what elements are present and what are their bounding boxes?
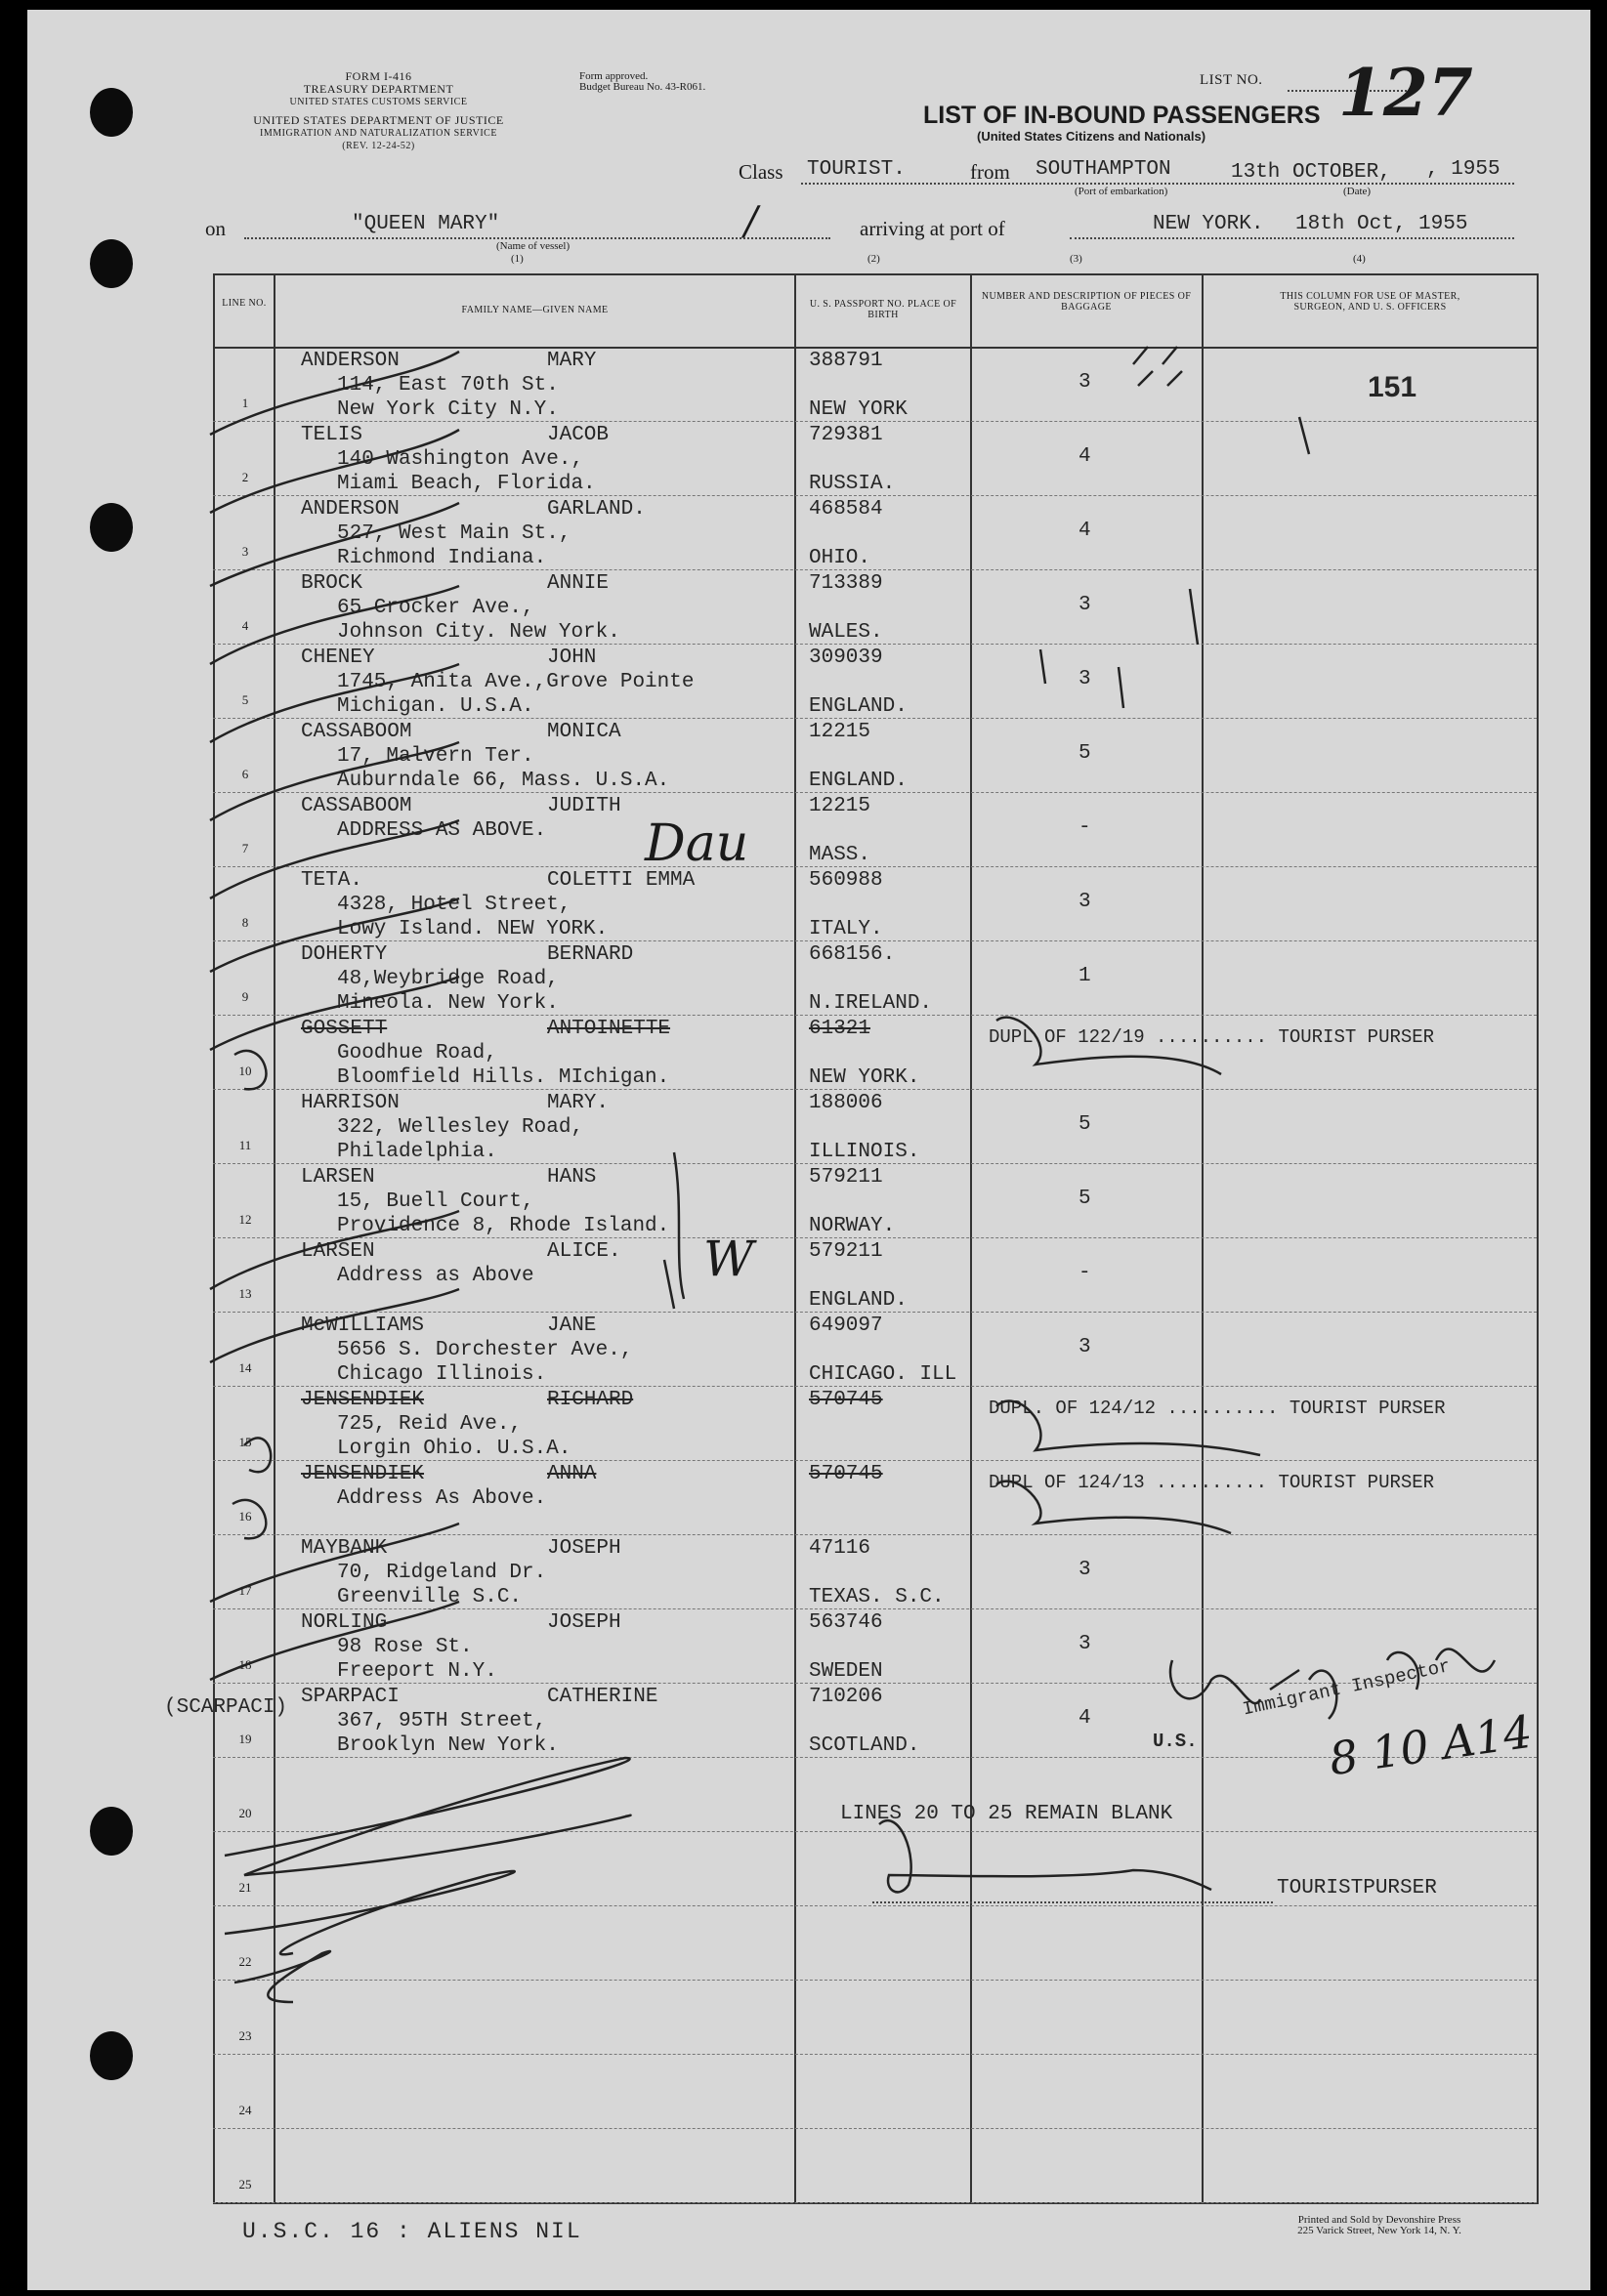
col-header-baggage: NUMBER AND DESCRIPTION OF PIECES OF BAGGAGE xyxy=(981,291,1192,313)
family-name: TELIS xyxy=(301,424,363,446)
address-line-1: Address as Above xyxy=(337,1265,534,1287)
address-line-1: ADDRESS AS ABOVE. xyxy=(337,819,547,842)
address-line-1: 15, Buell Court, xyxy=(337,1190,534,1213)
passport-number: 12215 xyxy=(809,795,871,817)
address-line-2: Chicago Illinois. xyxy=(337,1363,547,1386)
place-of-birth: RUSSIA. xyxy=(809,473,896,495)
family-name: NORLING xyxy=(301,1611,388,1634)
address-line-2: Brooklyn New York. xyxy=(337,1734,559,1757)
given-name: ALICE. xyxy=(547,1240,621,1263)
given-name: ANNIE xyxy=(547,572,610,595)
place-of-birth: N.IRELAND. xyxy=(809,992,933,1015)
inspector-title: Immigrant Inspector xyxy=(1241,1654,1453,1721)
baggage-count: 3 xyxy=(1078,891,1091,913)
address-line-1: 48,Weybridge Road, xyxy=(337,968,559,990)
address-line-1: 725, Reid Ave., xyxy=(337,1413,523,1436)
duplicate-note: DUPL OF 122/19 .......... TOURIST PURSER xyxy=(989,1026,1435,1048)
port-caption: (Port of embarkation) xyxy=(1075,186,1168,197)
passport-number: 468584 xyxy=(809,498,883,521)
given-name: JUDITH xyxy=(547,795,621,817)
line-number: 9 xyxy=(241,989,249,1004)
arrival-date: 18th Oct, 1955 xyxy=(1295,213,1468,235)
family-name: TETA. xyxy=(301,869,363,892)
baggage-count: 4 xyxy=(1078,520,1091,542)
address-line-2: Lorgin Ohio. U.S.A. xyxy=(337,1438,571,1460)
place-of-birth: ENGLAND. xyxy=(809,770,908,792)
address-line-1: 5656 S. Dorchester Ave., xyxy=(337,1339,633,1361)
address-line-2: Auburndale 66, Mass. U.S.A. xyxy=(337,770,670,792)
officer-number: 151 xyxy=(1368,371,1417,403)
address-line-1: 65 Crocker Ave., xyxy=(337,597,534,619)
line-number: 1 xyxy=(241,396,249,410)
budget-approval: Form approved. Budget Bureau No. 43-R061. xyxy=(579,70,706,93)
arrival-port: NEW YORK. xyxy=(1153,213,1264,235)
family-name: BROCK xyxy=(301,572,363,595)
passport-number: 668156. xyxy=(809,943,896,966)
line-number: 12 xyxy=(238,1212,252,1227)
passport-number: 570745 xyxy=(809,1389,883,1411)
place-of-birth: CHICAGO. ILL xyxy=(809,1363,957,1386)
place-of-birth: SWEDEN xyxy=(809,1660,883,1683)
col-caption-1: (1) xyxy=(511,253,524,265)
given-name: JOHN xyxy=(547,647,597,669)
passport-number: 47116 xyxy=(809,1537,871,1560)
address-line-1: 114, East 70th St. xyxy=(337,374,559,397)
duplicate-note: DUPL OF 124/13 .......... TOURIST PURSER xyxy=(989,1472,1435,1493)
printer-credit: Printed and Sold by Devonshire Press 225 Varick Street, New York 14, N. Y. xyxy=(1297,2214,1461,2236)
family-name: SPARPACI xyxy=(301,1686,400,1708)
place-of-birth: NEW YORK xyxy=(809,398,908,421)
from-label: from xyxy=(970,160,1010,184)
list-number-handwritten: 127 xyxy=(1338,55,1473,131)
place-of-birth: NEW YORK. xyxy=(809,1066,920,1089)
line-number: 13 xyxy=(238,1286,252,1301)
address-line-2: Mineola. New York. xyxy=(337,992,559,1015)
family-name: ANDERSON xyxy=(301,350,400,372)
line-number: 15 xyxy=(238,1435,252,1449)
baggage-count: 3 xyxy=(1078,1559,1091,1581)
departure-year: , 1955 xyxy=(1426,158,1501,181)
passport-number: 579211 xyxy=(809,1166,883,1189)
form-agency-block: FORM I-416 TREASURY DEPARTMENT UNITED STATES CUSTOMS SERVICE UNITED STATES DEPARTMENT OF JUSTICE IMMIGRATION AND NATURALIZATION SERVICE (REV. 12-24-52) xyxy=(253,69,504,151)
address-line-1: 17, Malvern Ter. xyxy=(337,745,534,768)
address-line-2: Johnson City. New York. xyxy=(337,621,620,644)
given-name: JACOB xyxy=(547,424,610,446)
baggage-count: - xyxy=(1078,1262,1091,1284)
vessel-caption: (Name of vessel) xyxy=(496,240,571,252)
place-of-birth: SCOTLAND. xyxy=(809,1734,920,1757)
handwritten-note-w: W xyxy=(703,1231,754,1287)
line-number: 22 xyxy=(238,1954,252,1969)
port-of-embarkation: SOUTHAMPTON xyxy=(1036,158,1171,181)
passport-number: 12215 xyxy=(809,721,871,743)
vessel-name: "QUEEN MARY" xyxy=(352,213,500,235)
address-line-1: 70, Ridgeland Dr. xyxy=(337,1562,547,1584)
place-of-birth: TEXAS. S.C. xyxy=(809,1586,945,1608)
line-number: 10 xyxy=(238,1064,252,1078)
address-line-2: Freeport N.Y. xyxy=(337,1660,497,1683)
line-number: 5 xyxy=(241,692,249,707)
family-name: MAYBANK xyxy=(301,1537,388,1560)
baggage-count: 3 xyxy=(1078,371,1091,394)
family-name: JENSENDIEK xyxy=(301,1463,425,1485)
family-name: HARRISON xyxy=(301,1092,400,1114)
baggage-count: 4 xyxy=(1078,445,1091,468)
baggage-count: 5 xyxy=(1078,742,1091,765)
given-name: JOSEPH xyxy=(547,1611,621,1634)
scarpaci-correction: (SCARPACI) xyxy=(164,1696,288,1719)
baggage-count: - xyxy=(1078,816,1091,839)
given-name: RICHARD xyxy=(547,1389,634,1411)
baggage-count: 3 xyxy=(1078,668,1091,690)
arriving-label: arriving at port of xyxy=(860,217,1005,240)
given-name: JANE xyxy=(547,1315,597,1337)
given-name: HANS xyxy=(547,1166,597,1189)
family-name: McWILLIAMS xyxy=(301,1315,425,1337)
lines-blank-note: LINES 20 TO 25 REMAIN BLANK xyxy=(840,1803,1173,1825)
class-value: TOURIST. xyxy=(807,158,906,181)
place-of-birth: MASS. xyxy=(809,844,871,866)
address-line-2: New York City N.Y. xyxy=(337,398,559,421)
passport-number: 309039 xyxy=(809,647,883,669)
passport-number: 710206 xyxy=(809,1686,883,1708)
departure-date: 13th OCTOBER, xyxy=(1231,161,1391,184)
col-header-passport: U. S. PASSPORT NO. PLACE OF BIRTH xyxy=(809,299,957,320)
duplicate-note: DUPL. OF 124/12 .......... TOURIST PURSER xyxy=(989,1398,1446,1419)
line-number: 16 xyxy=(238,1509,252,1524)
given-name: BERNARD xyxy=(547,943,634,966)
passport-number: 388791 xyxy=(809,350,883,372)
address-line-2: Michigan. U.S.A. xyxy=(337,695,534,718)
aliens-footer: U.S.C. 16 : ALIENS NIL xyxy=(242,2219,582,2244)
passport-number: 570745 xyxy=(809,1463,883,1485)
place-of-birth: ILLINOIS. xyxy=(809,1141,920,1163)
inspector-date-mark: 8 10 A14 xyxy=(1326,1704,1536,1786)
given-name: CATHERINE xyxy=(547,1686,658,1708)
col-caption-2: (2) xyxy=(867,253,880,265)
line-number: 25 xyxy=(238,2177,252,2192)
given-name: MARY xyxy=(547,350,597,372)
line-number: 19 xyxy=(238,1732,252,1746)
tick-mark: / xyxy=(744,199,758,244)
line-number: 23 xyxy=(238,2028,252,2043)
line-number: 11 xyxy=(238,1138,252,1152)
passport-number: 560988 xyxy=(809,869,883,892)
address-line-1: 322, Wellesley Road, xyxy=(337,1116,584,1139)
passport-number: 563746 xyxy=(809,1611,883,1634)
given-name: MARY. xyxy=(547,1092,610,1114)
address-line-1: 98 Rose St. xyxy=(337,1636,473,1658)
date-caption: (Date) xyxy=(1343,186,1372,197)
place-of-birth: NORWAY. xyxy=(809,1215,896,1237)
given-name: GARLAND. xyxy=(547,498,646,521)
family-name: DOHERTY xyxy=(301,943,388,966)
family-name: CHENEY xyxy=(301,647,375,669)
address-line-1: Address As Above. xyxy=(337,1487,547,1510)
address-line-2: Lowy Island. NEW YORK. xyxy=(337,918,609,940)
line-number: 3 xyxy=(241,544,249,559)
passport-number: 649097 xyxy=(809,1315,883,1337)
address-line-1: Goodhue Road, xyxy=(337,1042,497,1065)
line-number: 6 xyxy=(241,767,249,781)
given-name: MONICA xyxy=(547,721,621,743)
passport-number: 61321 xyxy=(809,1018,871,1040)
address-line-2: Philadelphia. xyxy=(337,1141,497,1163)
passport-number: 729381 xyxy=(809,424,883,446)
baggage-count: 1 xyxy=(1078,965,1091,987)
col-caption-3: (3) xyxy=(1070,253,1082,265)
baggage-count: 3 xyxy=(1078,594,1091,616)
family-name: CASSABOOM xyxy=(301,795,412,817)
address-line-2: Richmond Indiana. xyxy=(337,547,547,569)
address-line-1: 367, 95TH Street, xyxy=(337,1710,547,1732)
page-subtitle: (United States Citizens and Nationals) xyxy=(977,129,1206,144)
address-line-1: 527, West Main St., xyxy=(337,522,571,545)
given-name: COLETTI EMMA xyxy=(547,869,696,892)
baggage-count: 4 xyxy=(1078,1707,1091,1730)
place-of-birth: WALES. xyxy=(809,621,883,644)
on-label: on xyxy=(205,217,226,240)
page-title: LIST OF IN-BOUND PASSENGERS xyxy=(923,102,1321,129)
col-caption-4: (4) xyxy=(1353,253,1366,265)
line-number: 18 xyxy=(238,1657,252,1672)
line-number: 8 xyxy=(241,915,249,930)
line-number: 21 xyxy=(238,1880,252,1895)
family-name: CASSABOOM xyxy=(301,721,412,743)
passport-number: 188006 xyxy=(809,1092,883,1114)
address-line-2: Greenville S.C. xyxy=(337,1586,523,1608)
address-line-2: Miami Beach, Florida. xyxy=(337,473,596,495)
passport-number: 713389 xyxy=(809,572,883,595)
line-number: 7 xyxy=(241,841,249,856)
line-number: 20 xyxy=(238,1806,252,1820)
place-of-birth: ENGLAND. xyxy=(809,695,908,718)
line-number: 2 xyxy=(241,470,249,484)
family-name: JENSENDIEK xyxy=(301,1389,425,1411)
place-of-birth: OHIO. xyxy=(809,547,871,569)
us-label: U.S. xyxy=(1153,1731,1198,1752)
handwritten-note-dau: Dau xyxy=(645,814,749,873)
address-line-1: 4328, Hotel Street, xyxy=(337,894,571,916)
list-no-label: LIST NO. xyxy=(1200,72,1263,88)
baggage-count: 3 xyxy=(1078,1336,1091,1358)
family-name: LARSEN xyxy=(301,1240,375,1263)
line-number: 17 xyxy=(238,1583,252,1598)
address-line-1: 140 Washington Ave., xyxy=(337,448,584,471)
class-label: Class xyxy=(739,160,783,184)
purser-signature-label: TOURISTPURSER xyxy=(1277,1877,1437,1899)
baggage-count: 5 xyxy=(1078,1188,1091,1210)
line-number: 4 xyxy=(241,618,249,633)
passport-number: 579211 xyxy=(809,1240,883,1263)
family-name: LARSEN xyxy=(301,1166,375,1189)
line-number: 24 xyxy=(238,2103,252,2117)
baggage-count: 5 xyxy=(1078,1113,1091,1136)
address-line-2: Providence 8, Rhode Island. xyxy=(337,1215,670,1237)
given-name: JOSEPH xyxy=(547,1537,621,1560)
given-name: ANTOINETTE xyxy=(547,1018,671,1040)
family-name: ANDERSON xyxy=(301,498,400,521)
place-of-birth: ENGLAND. xyxy=(809,1289,908,1312)
place-of-birth: ITALY. xyxy=(809,918,883,940)
col-header-officers: THIS COLUMN FOR USE OF MASTER, SURGEON, AND U. S. OFFICERS xyxy=(1280,291,1460,313)
address-line-1: 1745, Anita Ave.,Grove Pointe xyxy=(337,671,695,693)
given-name: ANNA xyxy=(547,1463,597,1485)
col-header-line-no: LINE NO. xyxy=(222,298,267,309)
baggage-count: 3 xyxy=(1078,1633,1091,1655)
col-header-name: FAMILY NAME—GIVEN NAME xyxy=(461,305,609,315)
address-line-2: Bloomfield Hills. MIchigan. xyxy=(337,1066,670,1089)
line-number: 14 xyxy=(238,1360,252,1375)
family-name: GOSSETT xyxy=(301,1018,388,1040)
